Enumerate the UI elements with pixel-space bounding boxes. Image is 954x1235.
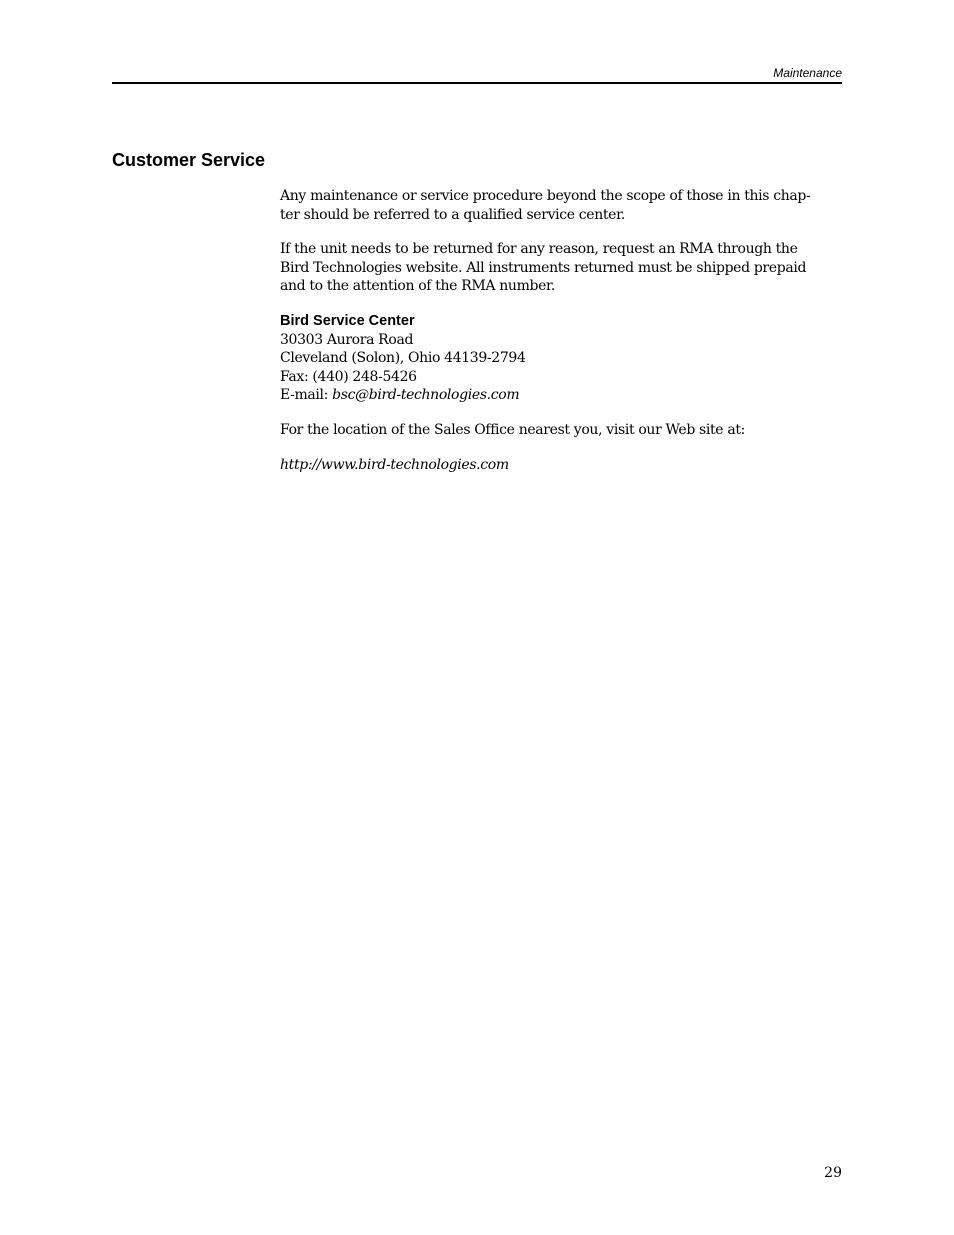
service-center-name: Bird Service Center — [280, 312, 415, 329]
email-label: E-mail: — [280, 387, 333, 404]
body-column — [280, 187, 842, 490]
paragraph-line: Any maintenance or service procedure beyond the scope of those in this chap- — [280, 188, 811, 204]
running-header: Maintenance — [773, 66, 842, 80]
service-center-address — [280, 312, 842, 405]
paragraph-line: ter should be referred to a qualified service center. — [280, 206, 625, 223]
paragraph-scope — [280, 187, 842, 224]
service-center-email-line — [280, 386, 842, 405]
header-rule — [112, 82, 842, 84]
paragraph-line: If the unit needs to be returned for any reason, request an RMA through the — [280, 241, 798, 258]
service-center-fax: Fax: (440) 248-5426 — [280, 368, 417, 385]
paragraph-line: and to the attention of the RMA number. — [280, 278, 555, 295]
paragraph-rma — [280, 240, 842, 296]
paragraph-line: Bird Technologies website. All instruments returned must be shipped prepaid — [280, 259, 807, 276]
email-link[interactable]: bsc@bird-technologies.com — [332, 387, 520, 404]
section-heading: Customer Service — [112, 150, 266, 170]
paragraph-sales-office: For the location of the Sales Office nearest you, visit our Web site at: — [280, 421, 745, 438]
service-center-city: Cleveland (Solon), Ohio 44139-2794 — [280, 350, 526, 367]
service-center-street: 30303 Aurora Road — [280, 331, 414, 348]
page-number: 29 — [824, 1165, 842, 1181]
website-link[interactable]: http://www.bird-technologies.com — [280, 456, 509, 473]
